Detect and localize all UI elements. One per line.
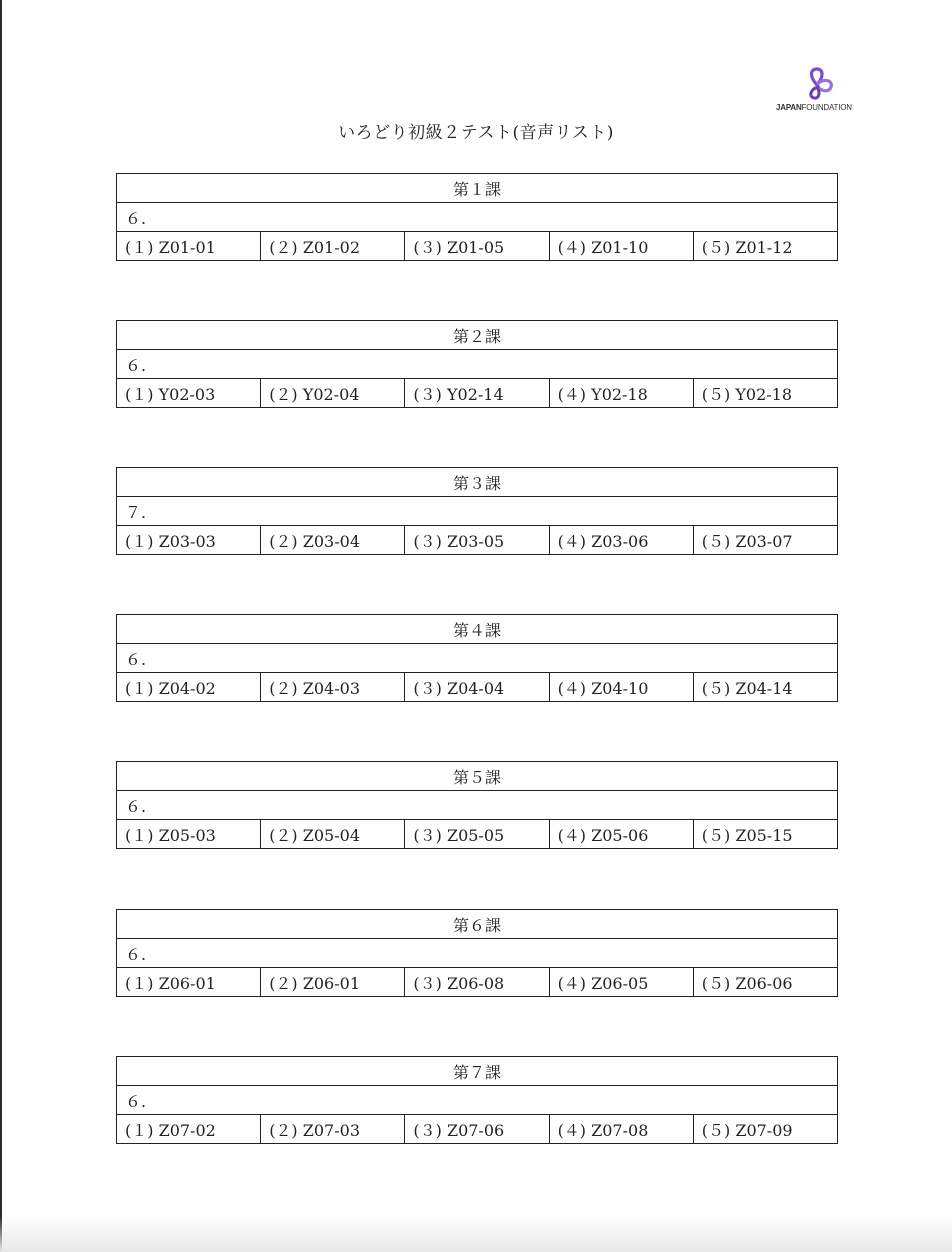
audio-item: (４) Z04-10 [549,673,693,702]
audio-item: (２) Y02-04 [261,379,405,408]
audio-item: (１) Z01-01 [117,232,261,261]
lesson-heading: 第１課 [117,174,838,203]
section-number: ６. [117,791,838,820]
audio-item: (２) Z01-02 [261,232,405,261]
logo-text: JAPANFOUNDATION [776,103,852,112]
lesson-heading: 第４課 [117,615,838,644]
lesson-heading: 第３課 [117,468,838,497]
lesson-table [116,761,838,849]
audio-item: (３) Z01-05 [405,232,549,261]
audio-item: (２) Z07-03 [261,1115,405,1144]
section-number: ６. [117,203,838,232]
page-edge [0,0,2,1252]
section-number: ６. [117,939,838,968]
lesson-heading: 第２課 [117,321,838,350]
audio-item: (１) Z05-03 [117,820,261,849]
page-bottom-shadow [0,1216,952,1252]
document-title: いろどり初級２テスト(音声リスト) [338,123,614,143]
section-number: ６. [117,644,838,673]
audio-item: (３) Z03-05 [405,526,549,555]
section-number: ７. [117,497,838,526]
audio-item: (４) Z03-06 [549,526,693,555]
section-number: ６. [117,1086,838,1115]
lesson-table [116,909,838,997]
audio-item: (３) Z06-08 [405,968,549,997]
audio-item: (５) Z01-12 [693,232,837,261]
audio-item: (１) Z04-02 [117,673,261,702]
audio-item: (２) Z04-03 [261,673,405,702]
lesson-table [116,320,838,408]
lesson-heading: 第７課 [117,1057,838,1086]
audio-item: (５) Z03-07 [693,526,837,555]
audio-item: (５) Z05-15 [693,820,837,849]
lesson-table [116,467,838,555]
audio-item: (４) Y02-18 [549,379,693,408]
lesson-heading: 第６課 [117,910,838,939]
audio-item: (２) Z03-04 [261,526,405,555]
audio-item: (５) Z07-09 [693,1115,837,1144]
audio-item: (４) Z07-08 [549,1115,693,1144]
audio-item: (４) Z05-06 [549,820,693,849]
section-number: ６. [117,350,838,379]
audio-item: (５) Z04-14 [693,673,837,702]
audio-item: (１) Z03-03 [117,526,261,555]
audio-item: (３) Z07-06 [405,1115,549,1144]
japan-foundation-logo [770,66,852,116]
audio-item: (１) Z06-01 [117,968,261,997]
audio-item: (４) Z06-05 [549,968,693,997]
lesson-table [116,614,838,702]
lesson-heading: 第５課 [117,762,838,791]
butterfly-logo-icon [800,66,836,102]
lesson-table [116,173,838,261]
audio-item: (５) Y02-18 [693,379,837,408]
lesson-table [116,1056,838,1144]
audio-item: (１) Z07-02 [117,1115,261,1144]
audio-item: (３) Z04-04 [405,673,549,702]
audio-item: (２) Z05-04 [261,820,405,849]
audio-item: (３) Z05-05 [405,820,549,849]
audio-item: (４) Z01-10 [549,232,693,261]
audio-item: (３) Y02-14 [405,379,549,408]
audio-item: (２) Z06-01 [261,968,405,997]
audio-item: (１) Y02-03 [117,379,261,408]
audio-item: (５) Z06-06 [693,968,837,997]
